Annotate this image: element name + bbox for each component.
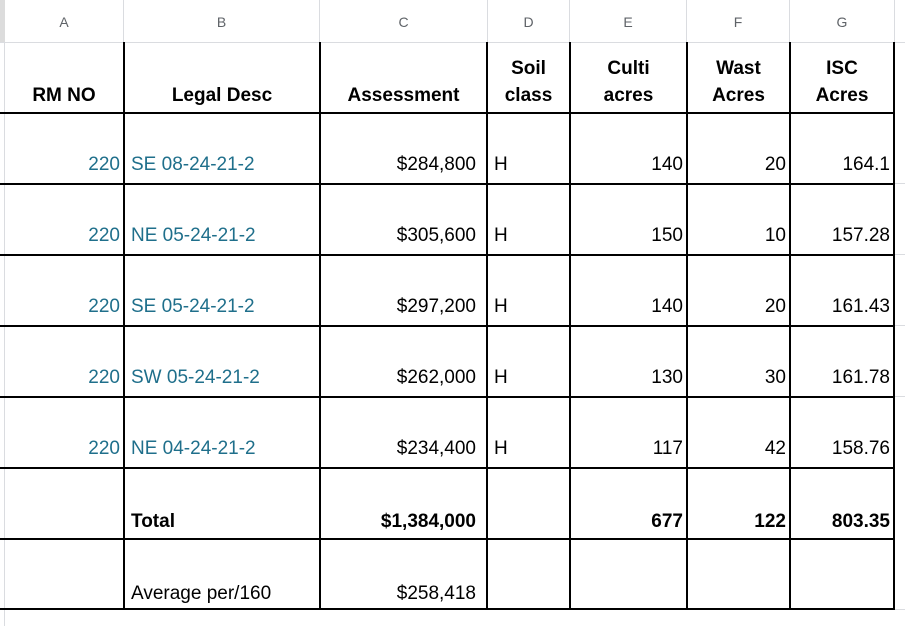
assessment-cell[interactable]: $262,000 xyxy=(396,367,476,388)
isc-acres-cell[interactable]: 158.76 xyxy=(831,438,890,459)
culti-acres-cell[interactable]: 140 xyxy=(651,296,683,317)
header-wast-line2: Acres xyxy=(712,85,765,106)
rm-no-cell[interactable]: 220 xyxy=(88,438,120,459)
culti-acres-cell[interactable]: 130 xyxy=(651,367,683,388)
total-isc-cell[interactable]: 803.35 xyxy=(831,511,890,532)
wast-acres-cell[interactable]: 42 xyxy=(764,438,786,459)
assessment-cell[interactable]: $234,400 xyxy=(396,438,476,459)
data-row xyxy=(0,398,895,467)
wast-acres-cell[interactable]: 30 xyxy=(764,367,786,388)
header-isc-line2: Acres xyxy=(815,85,869,106)
column-header-g[interactable]: G xyxy=(790,0,895,42)
total-row xyxy=(0,469,895,538)
assessment-cell[interactable]: $305,600 xyxy=(396,225,476,246)
culti-acres-cell[interactable]: 117 xyxy=(652,438,683,459)
isc-acres-cell[interactable]: 161.43 xyxy=(831,296,890,317)
column-header-c[interactable]: C xyxy=(320,0,488,42)
legal-desc-cell[interactable]: SW 05-24-21-2 xyxy=(131,367,260,388)
rm-no-cell[interactable]: 220 xyxy=(88,296,120,317)
rm-no-cell[interactable]: 220 xyxy=(88,225,120,246)
column-header-f[interactable]: F xyxy=(687,0,790,42)
soil-class-cell[interactable]: H xyxy=(494,154,508,175)
soil-class-cell[interactable]: H xyxy=(494,296,508,317)
data-row xyxy=(0,256,895,325)
header-rm-no-label: RM NO xyxy=(32,85,96,106)
isc-acres-cell[interactable]: 157.28 xyxy=(831,225,890,246)
legal-desc-cell[interactable]: NE 04-24-21-2 xyxy=(131,438,256,459)
total-wast-cell[interactable]: 122 xyxy=(754,511,786,532)
header-soil-line1: Soil xyxy=(511,58,546,79)
wast-acres-cell[interactable]: 20 xyxy=(764,154,786,175)
legal-desc-cell[interactable]: SE 05-24-21-2 xyxy=(131,296,255,317)
column-header-d[interactable]: D xyxy=(488,0,570,42)
header-cell-rm-no[interactable] xyxy=(5,42,123,112)
cell-border xyxy=(0,608,895,610)
header-culti-line1: Culti xyxy=(607,58,650,79)
header-legal-desc-label: Legal Desc xyxy=(171,85,273,106)
average-row xyxy=(0,540,895,608)
header-assessment-label: Assessment xyxy=(347,85,460,106)
data-row xyxy=(0,185,895,254)
assessment-cell[interactable]: $297,200 xyxy=(396,296,476,317)
header-culti-line2: acres xyxy=(603,85,654,106)
header-cell-soil-class[interactable] xyxy=(488,42,569,112)
header-cell-legal-desc[interactable] xyxy=(125,42,319,112)
header-cell-isc-acres[interactable] xyxy=(791,42,893,112)
spreadsheet-grid[interactable] xyxy=(0,42,905,626)
isc-acres-cell[interactable]: 164.1 xyxy=(842,154,890,175)
total-assessment-cell[interactable]: $1,384,000 xyxy=(380,511,476,532)
header-cell-wast-acres[interactable] xyxy=(688,42,789,112)
soil-class-cell[interactable]: H xyxy=(494,367,508,388)
isc-acres-cell[interactable]: 161.78 xyxy=(831,367,890,388)
total-label-cell[interactable]: Total xyxy=(131,511,175,532)
legal-desc-cell[interactable]: NE 05-24-21-2 xyxy=(131,225,256,246)
column-header-b[interactable]: B xyxy=(124,0,320,42)
assessment-cell[interactable]: $284,800 xyxy=(396,154,476,175)
culti-acres-cell[interactable]: 140 xyxy=(651,154,683,175)
total-culti-cell[interactable]: 677 xyxy=(651,511,683,532)
data-row xyxy=(0,114,895,183)
soil-class-cell[interactable]: H xyxy=(494,438,508,459)
average-assessment-cell[interactable]: $258,418 xyxy=(396,583,476,604)
data-row xyxy=(0,327,895,396)
header-wast-line1: Wast xyxy=(716,58,761,79)
column-header-e[interactable]: E xyxy=(570,0,687,42)
header-cell-culti-acres[interactable] xyxy=(571,42,686,112)
average-label-cell[interactable]: Average per/160 xyxy=(131,583,272,604)
wast-acres-cell[interactable]: 20 xyxy=(764,296,786,317)
rm-no-cell[interactable]: 220 xyxy=(88,154,120,175)
soil-class-cell[interactable]: H xyxy=(494,225,508,246)
column-header-bar xyxy=(0,0,905,42)
header-soil-line2: class xyxy=(504,85,553,106)
legal-desc-cell[interactable]: SE 08-24-21-2 xyxy=(131,154,255,175)
header-cell-assessment[interactable] xyxy=(321,42,486,112)
culti-acres-cell[interactable]: 150 xyxy=(651,225,683,246)
wast-acres-cell[interactable]: 10 xyxy=(764,225,786,246)
rm-no-cell[interactable]: 220 xyxy=(88,367,120,388)
header-isc-line1: ISC xyxy=(826,58,858,79)
column-header-a[interactable]: A xyxy=(5,0,124,42)
